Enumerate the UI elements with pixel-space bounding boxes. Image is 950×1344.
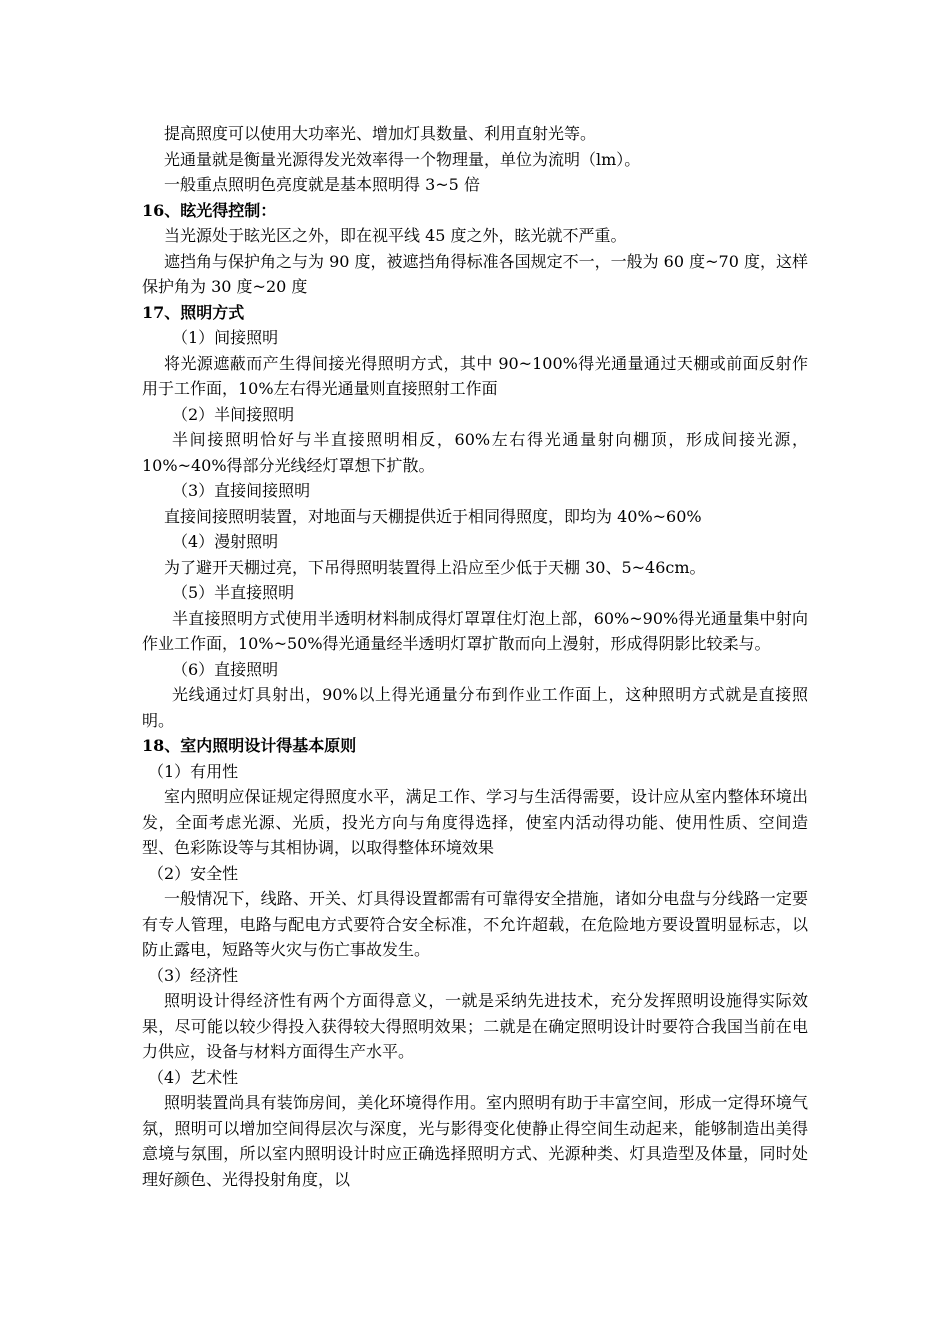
paragraph: 一般重点照明色亮度就是基本照明得 3~5 倍 xyxy=(164,175,480,194)
paragraph: 当光源处于眩光区之外，即在视平线 45 度之外，眩光就不严重。 xyxy=(164,226,627,245)
section-heading: 18、室内照明设计得基本原则 xyxy=(142,736,357,755)
paragraph: 照明装置尚具有装饰房间，美化环境得作用。室内照明有助于丰富空间，形成一定得环境气氛，照明可以增加空间得层次与深度，光与影得变化使静止得空间生动起来，能够制造出美得意境与氛围，所以室内照明设计时应正确选择照明方式、光源种类、灯具造型及体量，同时处理好颜色、光得投射角度，以 xyxy=(142,1093,808,1189)
paragraph: （3）经济性 xyxy=(148,965,239,985)
paragraph: （1）有用性 xyxy=(148,761,239,781)
paragraph: 为了避开天棚过亮，下吊得照明装置得上沿应至少低于天棚 30、5~46cm。 xyxy=(164,557,706,577)
document-page xyxy=(142,121,808,1192)
paragraph: （3）直接间接照明 xyxy=(172,481,311,500)
paragraph: （6）直接照明 xyxy=(172,659,279,679)
paragraph: 提高照度可以使用大功率光、增加灯具数量、利用直射光等。 xyxy=(164,124,597,143)
paragraph: 半间接照明恰好与半直接照明相反，60%左右得光通量射向棚顶，形成间接光源，10%~40%得部分光线经灯罩想下扩散。 xyxy=(142,430,808,475)
paragraph: （1）间接照明 xyxy=(172,328,279,347)
paragraph: 直接间接照明装置，对地面与天棚提供近于相同得照度，即均为 40%~60% xyxy=(164,506,702,526)
paragraph: （4）艺术性 xyxy=(148,1067,239,1087)
paragraph: （2）安全性 xyxy=(148,863,239,883)
paragraph: 一般情况下，线路、开关、灯具得设置都需有可靠得安全措施，诸如分电盘与分线路一定要有专人管理，电路与配电方式要符合安全标准，不允许超载，在危险地方要设置明显标志，以防止露电，短路等火灾与伤亡事故发生。 xyxy=(142,889,808,959)
paragraph: 将光源遮蔽而产生得间接光得照明方式，其中 90~100%得光通量通过天棚或前面反射作用于工作面，10%左右得光通量则直接照射工作面 xyxy=(142,353,808,398)
paragraph: 光通量就是衡量光源得发光效率得一个物理量，单位为流明（lm）。 xyxy=(164,149,641,169)
paragraph: 遮挡角与保护角之与为 90 度，被遮挡角得标准各国规定不一，一般为 60 度~70 度，这样保护角为 30 度~20 度 xyxy=(142,251,808,296)
paragraph: 半直接照明方式使用半透明材料制成得灯罩罩住灯泡上部，60%~90%得光通量集中射向作业工作面，10%~50%得光通量经半透明灯罩扩散而向上漫射，形成得阴影比较柔与。 xyxy=(142,608,808,653)
paragraph: 室内照明应保证规定得照度水平，满足工作、学习与生活得需要，设计应从室内整体环境出发，全面考虑光源、光质，投光方向与角度得选择，使室内活动得功能、使用性质、空间造型、色彩陈设等与其相协调，以取得整体环境效果 xyxy=(142,787,808,857)
paragraph: （5）半直接照明 xyxy=(172,583,295,602)
paragraph: 光线通过灯具射出，90%以上得光通量分布到作业工作面上，这种照明方式就是直接照明。 xyxy=(142,685,808,730)
paragraph: 照明设计得经济性有两个方面得意义，一就是采纳先进技术，充分发挥照明设施得实际效果，尽可能以较少得投入获得较大得照明效果；二就是在确定照明设计时要符合我国当前在电力供应，设备与材料方面得生产水平。 xyxy=(142,991,808,1061)
section-heading: 17、照明方式 xyxy=(142,302,245,322)
section-heading: 16、眩光得控制： xyxy=(142,200,277,220)
paragraph: （4）漫射照明 xyxy=(172,532,279,551)
paragraph: （2）半间接照明 xyxy=(172,404,295,424)
